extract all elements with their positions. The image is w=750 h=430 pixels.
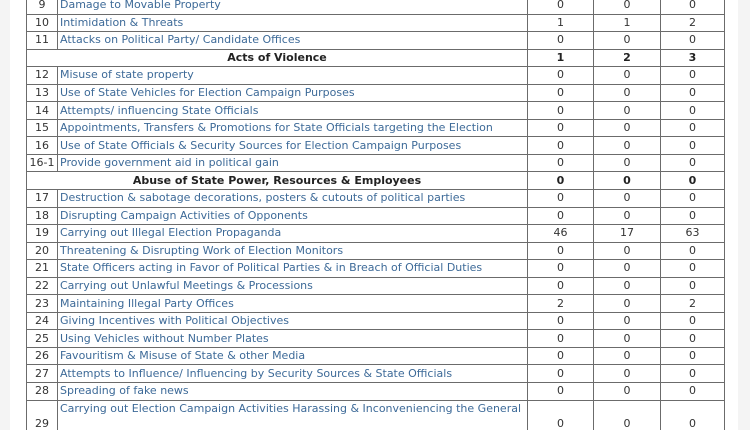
row-number: 21 (27, 260, 58, 278)
count-cell-2: 0 (594, 260, 661, 278)
incident-table-body (27, 0, 725, 430)
count-cell-1: 0 (528, 119, 594, 137)
count-cell-1: 0 (528, 347, 594, 365)
table-row (27, 84, 725, 102)
count-cell-3: 0 (661, 347, 725, 365)
count-cell-3: 0 (661, 0, 725, 14)
count-cell-3: 0 (661, 207, 725, 225)
count-cell-3: 0 (661, 102, 725, 120)
incident-description: Carrying out Unlawful Meetings & Processions (58, 277, 528, 295)
count-cell-3: 63 (661, 225, 725, 243)
group-label: Abuse of State Power, Resources & Employees (27, 172, 528, 190)
count-cell-1: 1 (528, 14, 594, 32)
row-number: 16 (27, 137, 58, 155)
count-cell-1: 0 (528, 260, 594, 278)
incident-description: Attacks on Political Party/ Candidate Offices (58, 32, 528, 50)
row-number: 11 (27, 32, 58, 50)
table-row (27, 260, 725, 278)
table-row (27, 383, 725, 401)
incident-description: Damage to Movable Property (58, 0, 528, 14)
count-cell-2: 0 (594, 119, 661, 137)
count-cell-1: 0 (528, 154, 594, 172)
row-number: 25 (27, 330, 58, 348)
table-row (27, 277, 725, 295)
count-cell-2: 0 (594, 330, 661, 348)
count-cell-3: 0 (661, 154, 725, 172)
count-cell-3: 3 (661, 49, 725, 67)
count-cell-2: 0 (594, 137, 661, 155)
table-row (27, 365, 725, 383)
count-cell-3: 0 (661, 330, 725, 348)
row-number: 19 (27, 225, 58, 243)
count-cell-3: 0 (661, 400, 725, 430)
count-cell-3: 0 (661, 242, 725, 260)
count-cell-2: 0 (594, 383, 661, 401)
count-cell-1: 0 (528, 242, 594, 260)
table-row (27, 242, 725, 260)
incident-description: Intimidation & Threats (58, 14, 528, 32)
incident-description: Attempts/ influencing State Officials (58, 102, 528, 120)
incident-description: Attempts to Influence/ Influencing by Security Sources & State Officials (58, 365, 528, 383)
count-cell-1: 0 (528, 330, 594, 348)
count-cell-3: 2 (661, 14, 725, 32)
table-row (27, 347, 725, 365)
count-cell-2: 0 (594, 295, 661, 313)
incident-description: Use of State Vehicles for Election Campaign Purposes (58, 84, 528, 102)
count-cell-2: 0 (594, 207, 661, 225)
row-number: 24 (27, 312, 58, 330)
count-cell-1: 0 (528, 400, 594, 430)
row-number: 10 (27, 14, 58, 32)
incident-description: Maintaining Illegal Party Offices (58, 295, 528, 313)
table-row (27, 225, 725, 243)
count-cell-1: 0 (528, 190, 594, 208)
count-cell-3: 0 (661, 312, 725, 330)
group-total-row (27, 49, 725, 67)
incident-description: Favouritism & Misuse of State & other Media (58, 347, 528, 365)
count-cell-3: 2 (661, 295, 725, 313)
count-cell-1: 0 (528, 102, 594, 120)
count-cell-3: 0 (661, 67, 725, 85)
count-cell-3: 0 (661, 172, 725, 190)
count-cell-1: 2 (528, 295, 594, 313)
table-row (27, 190, 725, 208)
incident-description: Misuse of state property (58, 67, 528, 85)
incident-description: Giving Incentives with Political Objectives (58, 312, 528, 330)
count-cell-1: 1 (528, 49, 594, 67)
count-cell-2: 0 (594, 172, 661, 190)
group-total-row (27, 172, 725, 190)
count-cell-1: 0 (528, 383, 594, 401)
count-cell-2: 0 (594, 312, 661, 330)
count-cell-3: 0 (661, 137, 725, 155)
table-row (27, 330, 725, 348)
incident-description: Destruction & sabotage decorations, posters & cutouts of political parties (58, 190, 528, 208)
row-number: 22 (27, 277, 58, 295)
table-row (27, 295, 725, 313)
count-cell-1: 46 (528, 225, 594, 243)
row-number: 18 (27, 207, 58, 225)
table-row (27, 102, 725, 120)
incident-description: Spreading of fake news (58, 383, 528, 401)
count-cell-1: 0 (528, 67, 594, 85)
row-number: 27 (27, 365, 58, 383)
count-cell-1: 0 (528, 207, 594, 225)
row-number: 28 (27, 383, 58, 401)
count-cell-3: 0 (661, 277, 725, 295)
row-number: 20 (27, 242, 58, 260)
count-cell-1: 0 (528, 312, 594, 330)
count-cell-1: 0 (528, 84, 594, 102)
incident-description: Threatening & Disrupting Work of Election Monitors (58, 242, 528, 260)
group-label: Acts of Violence (27, 49, 528, 67)
count-cell-3: 0 (661, 190, 725, 208)
table-row (27, 0, 725, 14)
incident-description: Carrying out Election Campaign Activities Harassing & Inconveniencing the General (58, 400, 528, 430)
count-cell-2: 0 (594, 32, 661, 50)
count-cell-2: 0 (594, 190, 661, 208)
incident-table (26, 0, 725, 430)
count-cell-1: 0 (528, 32, 594, 50)
row-number: 17 (27, 190, 58, 208)
count-cell-3: 0 (661, 119, 725, 137)
row-number: 29 (27, 400, 58, 430)
table-row (27, 312, 725, 330)
count-cell-1: 0 (528, 172, 594, 190)
count-cell-3: 0 (661, 365, 725, 383)
table-row (27, 14, 725, 32)
table-row (27, 137, 725, 155)
table-row (27, 67, 725, 85)
table-row (27, 400, 725, 430)
count-cell-3: 0 (661, 383, 725, 401)
row-number: 13 (27, 84, 58, 102)
count-cell-2: 0 (594, 154, 661, 172)
row-number: 15 (27, 119, 58, 137)
count-cell-1: 0 (528, 0, 594, 14)
count-cell-1: 0 (528, 365, 594, 383)
row-number: 26 (27, 347, 58, 365)
count-cell-2: 0 (594, 400, 661, 430)
incident-description: Disrupting Campaign Activities of Opponents (58, 207, 528, 225)
incident-description: Provide government aid in political gain (58, 154, 528, 172)
row-number: 23 (27, 295, 58, 313)
count-cell-2: 0 (594, 0, 661, 14)
count-cell-2: 0 (594, 67, 661, 85)
count-cell-2: 0 (594, 347, 661, 365)
count-cell-2: 2 (594, 49, 661, 67)
count-cell-1: 0 (528, 277, 594, 295)
row-number: 16-1 (27, 154, 58, 172)
table-row (27, 119, 725, 137)
count-cell-2: 17 (594, 225, 661, 243)
incident-description: State Officers acting in Favor of Political Parties & in Breach of Official Duties (58, 260, 528, 278)
table-row (27, 207, 725, 225)
count-cell-1: 0 (528, 137, 594, 155)
row-number: 12 (27, 67, 58, 85)
row-number: 14 (27, 102, 58, 120)
incident-description: Appointments, Transfers & Promotions for State Officials targeting the Election (58, 119, 528, 137)
count-cell-2: 0 (594, 365, 661, 383)
count-cell-2: 0 (594, 242, 661, 260)
incident-description: Using Vehicles without Number Plates (58, 330, 528, 348)
count-cell-2: 0 (594, 84, 661, 102)
count-cell-3: 0 (661, 260, 725, 278)
incident-description: Carrying out Illegal Election Propaganda (58, 225, 528, 243)
count-cell-2: 0 (594, 277, 661, 295)
table-row (27, 154, 725, 172)
table-row (27, 32, 725, 50)
row-number: 9 (27, 0, 58, 14)
document-page (10, 0, 738, 430)
count-cell-3: 0 (661, 32, 725, 50)
incident-description: Use of State Officials & Security Sources for Election Campaign Purposes (58, 137, 528, 155)
count-cell-2: 1 (594, 14, 661, 32)
count-cell-3: 0 (661, 84, 725, 102)
count-cell-2: 0 (594, 102, 661, 120)
